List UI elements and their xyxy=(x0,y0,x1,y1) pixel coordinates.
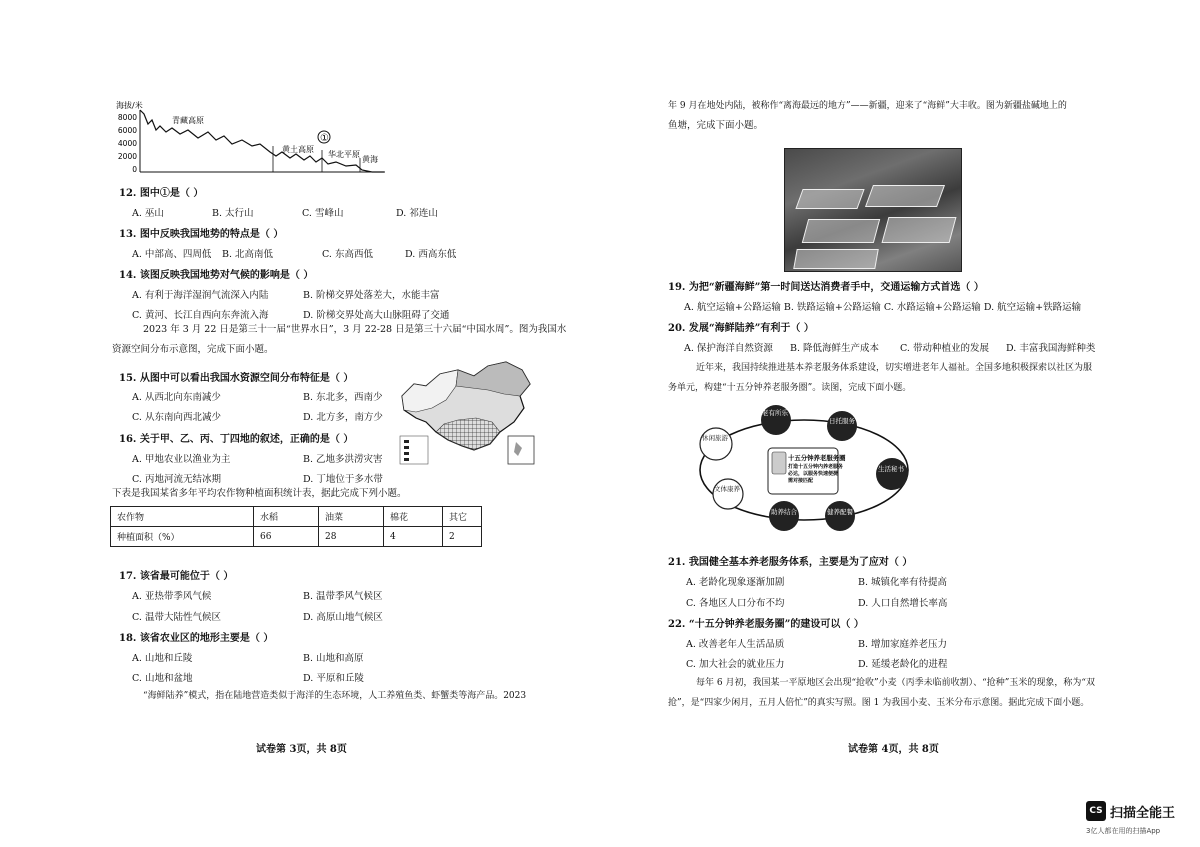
intro-elder-line-1: 近年来，我国持续推进基本养老服务体系建设，切实增进老年人福祉。全国多地积极探索以社区为服 xyxy=(696,363,1093,373)
center-title: 十五分钟养老服务圈 xyxy=(788,454,846,462)
q16-option-c[interactable]: C. 丙地河流无结冰期 xyxy=(132,474,221,485)
watermark-slogan: 3亿人都在用的扫描App xyxy=(1086,827,1161,835)
q12-option-d[interactable]: D. 祁连山 xyxy=(396,208,438,219)
question-12: 12. 图中①是（ ） xyxy=(119,188,204,199)
table-cell: 2 xyxy=(443,527,482,547)
q17-option-d[interactable]: D. 高原山地气候区 xyxy=(303,612,383,623)
cs-logo-icon: CS xyxy=(1086,801,1106,821)
q14-option-a[interactable]: A. 有利于海洋湿润气流深入内陆 xyxy=(132,290,269,301)
watermark-app-name: 扫描全能王 xyxy=(1110,806,1176,821)
question-21: 21. 我国健全基本养老服务体系，主要是为了应对（ ） xyxy=(668,557,913,568)
q21-option-c[interactable]: C. 各地区人口分布不均 xyxy=(686,598,785,609)
marker-1: ① xyxy=(320,133,329,144)
question-16: 16. 关于甲、乙、丙、丁四地的叙述，正确的是（ ） xyxy=(119,434,354,445)
q18-option-a[interactable]: A. 山地和丘陵 xyxy=(132,653,193,664)
q22-option-b[interactable]: B. 增加家庭养老压力 xyxy=(858,639,948,650)
intro-wheat-line-1: 每年 6 月初，我国某一平原地区会出现“抢收”小麦（丙季未临前收割）、“抢种”玉米的现象，称为“双 xyxy=(696,678,1095,688)
table-row xyxy=(111,527,482,547)
q17-option-c[interactable]: C. 温带大陆性气候区 xyxy=(132,612,221,623)
table-header-cell: 其它 xyxy=(443,507,482,527)
scanner-watermark xyxy=(1086,801,1182,841)
intro-table: 下表是我国某省多年平均农作物种植面积统计表，据此完成下列小题。 xyxy=(112,488,407,499)
q15-option-d[interactable]: D. 北方多，南方少 xyxy=(303,412,383,423)
question-22: 22. “十五分钟养老服务圈”的建设可以（ ） xyxy=(668,619,864,630)
crop-area-table xyxy=(110,506,482,547)
elevation-profile-chart xyxy=(110,96,390,178)
node-daycare xyxy=(827,411,857,441)
label-loess-plateau: 黄土高原 xyxy=(282,145,314,154)
intro-elder-line-2: 务单元，构建“十五分钟养老服务圈”。读图，完成下面小题。 xyxy=(668,383,912,393)
center-line-4: 需对接匹配 xyxy=(788,478,814,484)
question-19: 19. 为把“新疆海鲜”第一时间送达消费者手中，交通运输方式首选（ ） xyxy=(668,282,984,293)
q18-option-b[interactable]: B. 山地和高原 xyxy=(303,653,364,664)
table-cell: 28 xyxy=(319,527,384,547)
q18-option-c[interactable]: C. 山地和盆地 xyxy=(132,673,193,684)
node-care-combo xyxy=(769,501,799,531)
y-tick-6000: 6000 xyxy=(117,126,137,135)
q12-option-a[interactable]: A. 巫山 xyxy=(132,208,164,219)
y-tick-8000: 8000 xyxy=(117,113,137,122)
center-line-3: 必达，以服务快速便捷 xyxy=(788,471,839,477)
page-footer-3: 试卷第 3页，共 8页 xyxy=(256,744,347,755)
q14-option-c[interactable]: C. 黄河、长江自西向东奔流入海 xyxy=(132,310,269,321)
y-tick-4000: 4000 xyxy=(117,139,137,148)
q22-option-d[interactable]: D. 延缓老龄化的进程 xyxy=(858,659,948,670)
q17-option-b[interactable]: B. 温带季风气候区 xyxy=(303,591,383,602)
node-label: 休闲旅游 xyxy=(702,434,728,442)
q13-option-b[interactable]: B. 北高南低 xyxy=(222,249,274,260)
table-header-cell: 油菜 xyxy=(319,507,384,527)
table-cell: 66 xyxy=(254,527,319,547)
q21-option-b[interactable]: B. 城镇化率有待提高 xyxy=(858,577,948,588)
node-label: 文体康养 xyxy=(714,485,740,493)
label-qingzang-plateau: 青藏高原 xyxy=(172,116,204,125)
q16-option-a[interactable]: A. 甲地农业以渔业为主 xyxy=(132,454,231,465)
q20-option-a[interactable]: A. 保护海洋自然资源 xyxy=(684,343,773,354)
table-header-cell: 水稻 xyxy=(254,507,319,527)
label-north-china-plain: 华北平原 xyxy=(328,150,360,159)
q20-option-b[interactable]: B. 降低海鲜生产成本 xyxy=(790,343,880,354)
intro-water-line-1: 2023 年 3 月 22 日是第三十一届“世界水日”，3 月 22-28 日是第三十六届“中国水周”。图为我国水 xyxy=(143,324,567,335)
question-15: 15. 从图中可以看出我国水资源空间分布特征是（ ） xyxy=(119,373,354,384)
table-cell: 种植面积（%） xyxy=(111,527,254,547)
elder-service-circle-diagram xyxy=(692,404,914,534)
water-resources-map xyxy=(396,356,540,468)
center-line-2: 打造十五分钟内养老服务 xyxy=(788,464,844,470)
node-leyou xyxy=(761,405,791,435)
y-axis-label: 海拔/米 xyxy=(116,101,143,110)
label-yellow-sea: 黄海 xyxy=(362,155,378,164)
node-label: 日托服务 xyxy=(829,417,855,425)
table-header-cell: 棉花 xyxy=(384,507,443,527)
intro-water-line-2: 资源空间分布示意图，完成下面小题。 xyxy=(112,344,274,355)
q14-option-d[interactable]: D. 阶梯交界处高大山脉阻碍了交通 xyxy=(303,310,450,321)
q13-option-a[interactable]: A. 中部高、四周低 xyxy=(132,249,212,260)
q13-option-d[interactable]: D. 西高东低 xyxy=(405,249,457,260)
intro-sea-cont-line-1: 年 9 月在地处内陆，被称作“离海最远的地方”——新疆，迎来了“海鲜”大丰收。图为新疆盐碱地上的 xyxy=(668,101,1067,111)
table-header-row xyxy=(111,507,482,527)
q12-option-c[interactable]: C. 雪峰山 xyxy=(302,208,344,219)
question-13: 13. 图中反映我国地势的特点是（ ） xyxy=(119,229,284,240)
node-meals xyxy=(825,501,855,531)
question-18: 18. 该省农业区的地形主要是（ ） xyxy=(119,633,274,644)
intro-wheat-line-2: 抢”，是“四家少闲月，五月人倍忙”的真实写照。图 1 为我国小麦、玉米分布示意图。据此完成下面小题。 xyxy=(668,698,1090,708)
q15-option-c[interactable]: C. 从东南向西北减少 xyxy=(132,412,221,423)
node-label: 生活秘书 xyxy=(878,465,904,473)
node-life-secretary xyxy=(876,458,908,490)
q13-option-c[interactable]: C. 东高西低 xyxy=(322,249,373,260)
q15-option-b[interactable]: B. 东北多，西南少 xyxy=(303,392,383,403)
node-label: 助养结合 xyxy=(771,508,797,516)
q18-option-d[interactable]: D. 平原和丘陵 xyxy=(303,673,364,684)
question-20: 20. 发展“海鲜陆养”有利于（ ） xyxy=(668,323,814,334)
q16-option-b[interactable]: B. 乙地多洪涝灾害 xyxy=(303,454,383,465)
q21-option-a[interactable]: A. 老龄化现象逐渐加剧 xyxy=(686,577,785,588)
exam-page-4-lower xyxy=(600,0,1200,847)
node-leisure-travel xyxy=(700,428,732,460)
q21-option-d[interactable]: D. 人口自然增长率高 xyxy=(858,598,948,609)
q17-option-a[interactable]: A. 亚热带季风气候 xyxy=(132,591,212,602)
q19-options[interactable]: A. 航空运输+公路运输 B. 铁路运输+公路运输 C. 水路运输+公路运输 D. 航空运输+铁路运输 xyxy=(684,302,1082,313)
q16-option-d[interactable]: D. 丁地位于多水带 xyxy=(303,474,383,485)
y-tick-0: 0 xyxy=(132,165,137,174)
question-14: 14. 该图反映我国地势对气候的影响是（ ） xyxy=(119,270,314,281)
node-label: 健养配餐 xyxy=(827,508,853,516)
q12-option-b[interactable]: B. 太行山 xyxy=(212,208,254,219)
q20-option-c[interactable]: C. 带动种植业的发展 xyxy=(900,343,989,354)
intro-sea-cont-line-2: 鱼塘，完成下面小题。 xyxy=(668,120,764,131)
intro-sea: “海鲜陆养”模式，指在陆地营造类似于海洋的生态环境，人工养殖鱼类、虾蟹类等海产品。2023 xyxy=(143,691,527,701)
question-17: 17. 该省最可能位于（ ） xyxy=(119,571,234,582)
q20-option-d[interactable]: D. 丰富我国海鲜种类 xyxy=(1006,343,1096,354)
node-sports-health xyxy=(713,479,743,509)
page-footer-4: 试卷第 4页，共 8页 xyxy=(848,744,939,755)
y-tick-2000: 2000 xyxy=(117,152,137,161)
table-header-cell: 农作物 xyxy=(111,507,254,527)
q15-option-a[interactable]: A. 从西北向东南减少 xyxy=(132,392,221,403)
q22-option-a[interactable]: A. 改善老年人生活品质 xyxy=(686,639,785,650)
q14-option-b[interactable]: B. 阶梯交界处落差大，水能丰富 xyxy=(303,290,440,301)
q22-option-c[interactable]: C. 加大社会的就业压力 xyxy=(686,659,785,670)
table-cell: 4 xyxy=(384,527,443,547)
node-label: 老有所乐 xyxy=(762,409,788,417)
